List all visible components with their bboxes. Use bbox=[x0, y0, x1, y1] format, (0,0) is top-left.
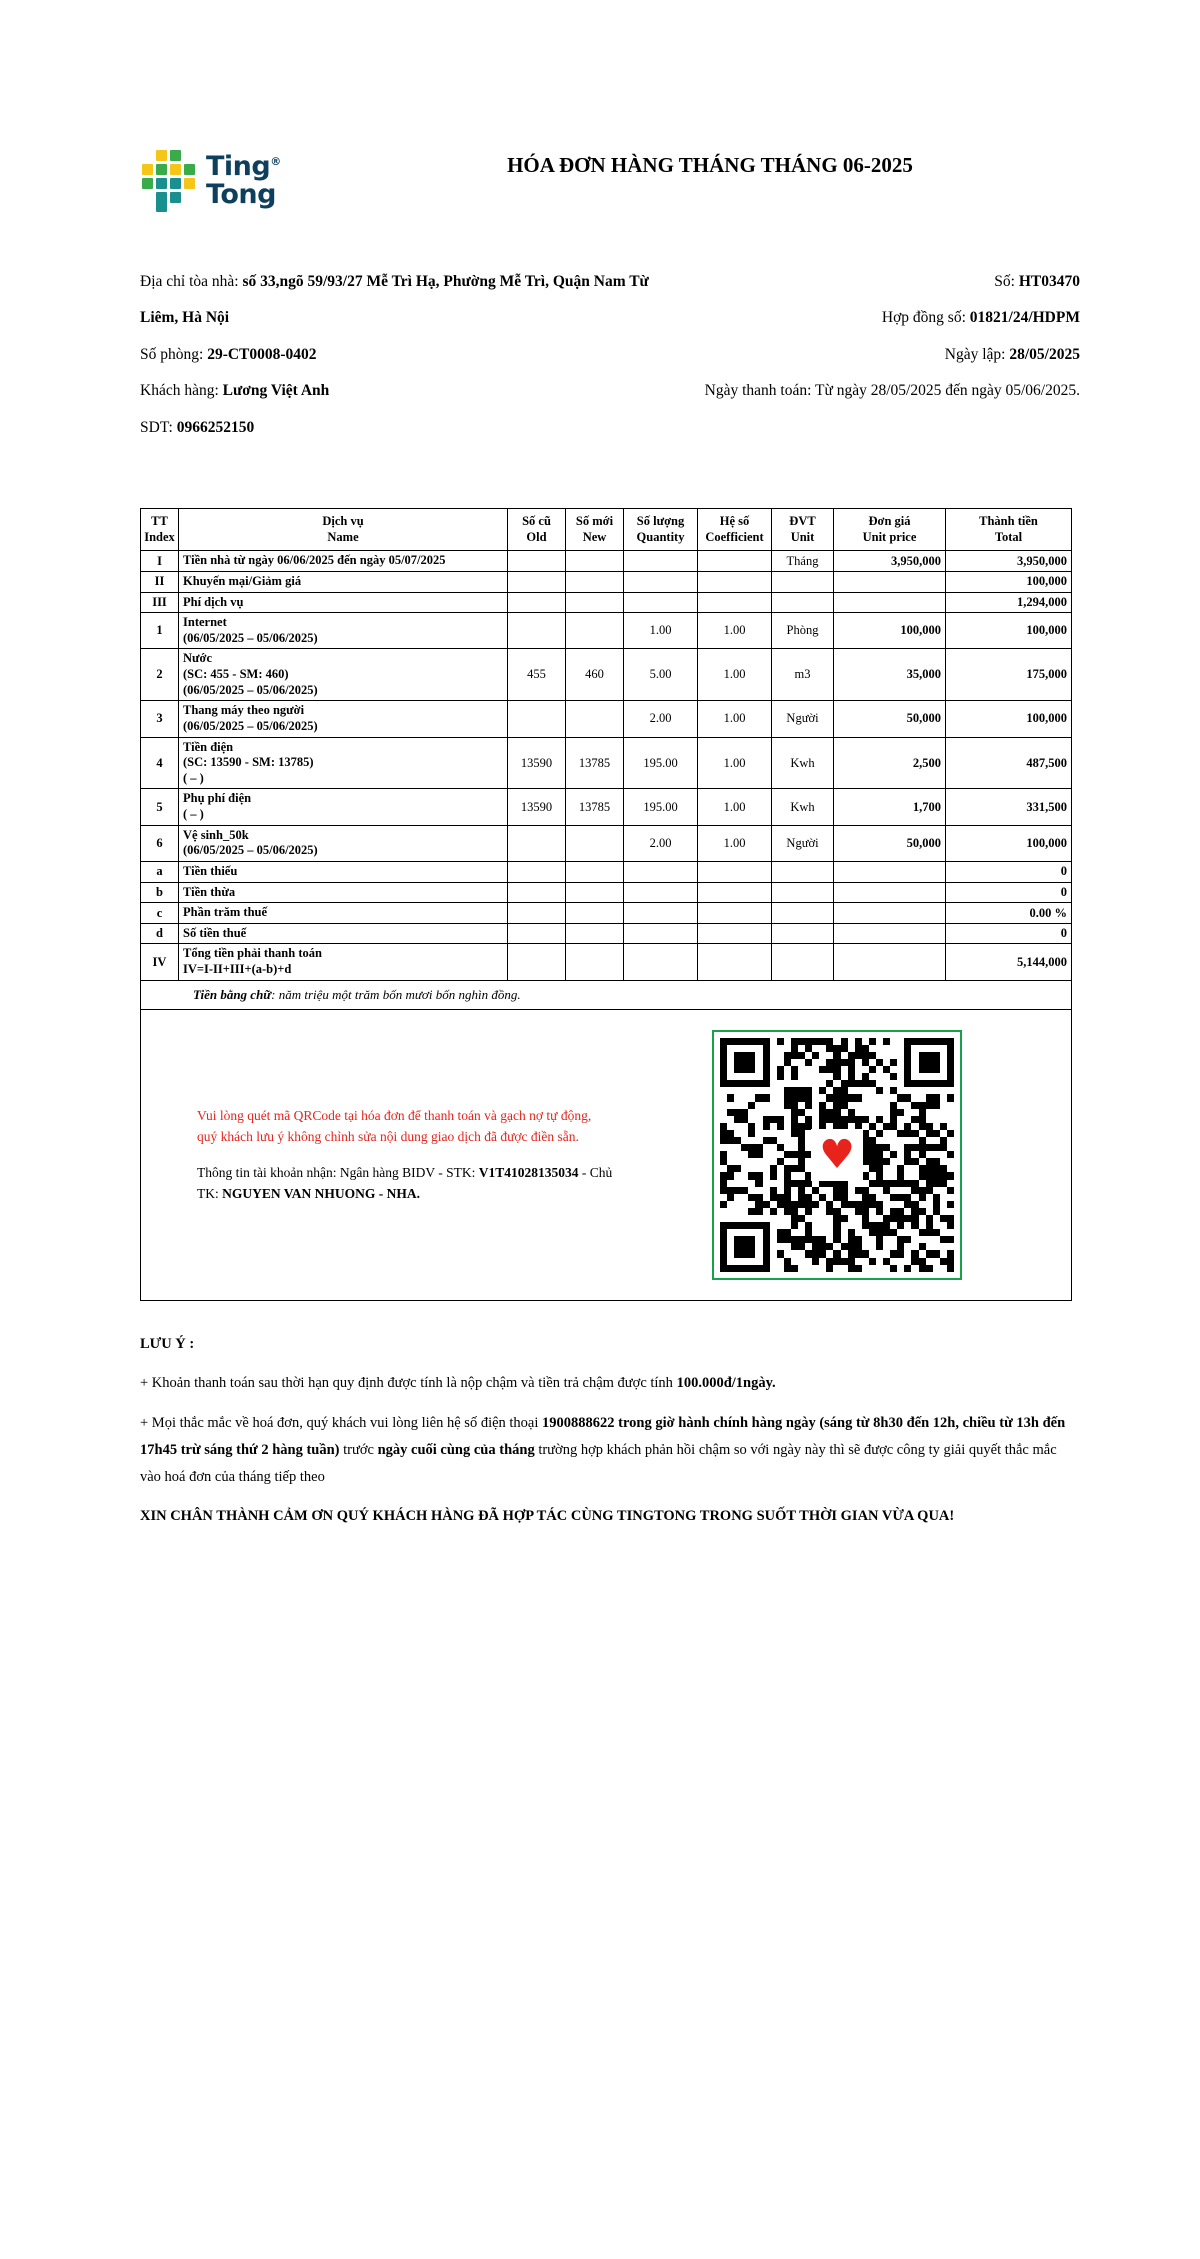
row-service-name: Internet (06/05/2025 – 05/06/2025) bbox=[179, 613, 508, 649]
row-unit-price bbox=[834, 861, 946, 882]
note-late-payment-text: + Khoản thanh toán sau thời hạn quy định được tính là nộp chậm và tiền trả chậm được tính bbox=[140, 1374, 673, 1391]
meta-value: 01821/24/HDPM bbox=[969, 309, 1080, 327]
meta-phone bbox=[140, 410, 666, 446]
bank-account-number: V1T41028135034 bbox=[478, 1164, 579, 1180]
row-total: 0 bbox=[946, 861, 1072, 882]
col-coefficient-top: Hệ số bbox=[719, 514, 750, 529]
row-coefficient: 1.00 bbox=[698, 789, 772, 825]
row-unit: Người bbox=[772, 701, 834, 737]
row-old-reading bbox=[508, 613, 566, 649]
row-old-reading bbox=[508, 903, 566, 924]
row-unit: m3 bbox=[772, 649, 834, 701]
table-header-row bbox=[141, 509, 1072, 551]
meta-invoice-number bbox=[666, 264, 1080, 300]
row-index: 3 bbox=[141, 701, 179, 737]
qr-instructions bbox=[145, 1097, 637, 1213]
row-service-name: Số tiền thuế bbox=[179, 923, 508, 944]
row-unit-price bbox=[834, 923, 946, 944]
row-unit: Phòng bbox=[772, 613, 834, 649]
col-index-bottom: Index bbox=[144, 529, 175, 544]
note-support-e: trường hợp khách phản hồi chậm so với ngày này thì sẽ được công ty giải quyết thắc mắc vào hoá đơn của tháng tiếp theo bbox=[140, 1442, 1057, 1485]
meta-customer-name bbox=[140, 373, 666, 409]
col-old-bottom: Old bbox=[526, 529, 547, 544]
brand-wordmark bbox=[206, 150, 281, 210]
row-old-reading bbox=[508, 592, 566, 613]
col-new-top: Số mới bbox=[575, 514, 614, 529]
row-service-name: Phụ phí điện ( – ) bbox=[179, 789, 508, 825]
amount-in-words-row bbox=[141, 980, 1072, 1009]
row-service-name: Tiền nhà từ ngày 06/06/2025 đến ngày 05/07/2025 bbox=[179, 551, 508, 572]
row-total: 331,500 bbox=[946, 789, 1072, 825]
row-index: 4 bbox=[141, 737, 179, 789]
invoice-table-wrap bbox=[0, 446, 1200, 1301]
meta-value: Từ ngày 28/05/2025 đến ngày 05/06/2025. bbox=[815, 382, 1080, 400]
table-row bbox=[141, 825, 1072, 861]
meta-value: 29-CT0008-0402 bbox=[207, 345, 317, 363]
row-coefficient bbox=[698, 592, 772, 613]
thank-you-message: XIN CHÂN THÀNH CẢM ƠN QUÝ KHÁCH HÀNG ĐÃ HỢP TÁC CÙNG TINGTONG TRONG SUỐT THỜI GIAN VỪA QUA! bbox=[140, 1507, 955, 1524]
meta-label: Ngày thanh toán: bbox=[704, 382, 812, 400]
meta-value: Lương Việt Anh bbox=[222, 382, 330, 400]
meta-value: 28/05/2025 bbox=[1009, 345, 1080, 363]
row-new-reading bbox=[566, 903, 624, 924]
row-total: 0 bbox=[946, 882, 1072, 903]
row-unit-price: 50,000 bbox=[834, 701, 946, 737]
row-new-reading: 13785 bbox=[566, 789, 624, 825]
row-new-reading bbox=[566, 701, 624, 737]
col-name-top: Dịch vụ bbox=[322, 514, 364, 529]
row-quantity: 195.00 bbox=[624, 789, 698, 825]
row-quantity bbox=[624, 882, 698, 903]
meta-value: số 33,ngõ 59/93/27 Mễ Trì Hạ, Phường Mễ Trì, Quận Nam Từ Liêm, Hà Nội bbox=[140, 273, 649, 327]
qr-panel-cell bbox=[141, 1009, 1072, 1300]
row-index: 2 bbox=[141, 649, 179, 701]
table-row bbox=[141, 944, 1072, 980]
invoice-meta bbox=[0, 212, 1200, 446]
row-service-name: Tiền thừa bbox=[179, 882, 508, 903]
row-coefficient bbox=[698, 882, 772, 903]
row-total: 1,294,000 bbox=[946, 592, 1072, 613]
table-row bbox=[141, 923, 1072, 944]
col-unit-bottom: Unit bbox=[790, 529, 815, 544]
row-total: 487,500 bbox=[946, 737, 1072, 789]
row-quantity bbox=[624, 571, 698, 592]
row-index: I bbox=[141, 551, 179, 572]
row-new-reading bbox=[566, 613, 624, 649]
row-new-reading bbox=[566, 861, 624, 882]
col-old-top: Số cũ bbox=[522, 514, 551, 529]
row-quantity bbox=[624, 944, 698, 980]
bank-account-info bbox=[197, 1162, 613, 1205]
row-total: 5,144,000 bbox=[946, 944, 1072, 980]
note-late-payment-fee: 100.000đ/1ngày. bbox=[676, 1374, 776, 1391]
qr-notice-text: Vui lòng quét mã QRCode tại hóa đơn để thanh toán và gạch nợ tự động, quý khách lưu ý không chỉnh sửa nội dung giao dịch đã được điền sẵn. bbox=[197, 1107, 592, 1145]
meta-left-column bbox=[140, 264, 666, 446]
col-unit bbox=[772, 509, 834, 551]
meta-value: HT03470 bbox=[1018, 273, 1080, 290]
row-unit-price: 50,000 bbox=[834, 825, 946, 861]
tingtong-logo-icon bbox=[140, 150, 196, 212]
row-old-reading bbox=[508, 882, 566, 903]
row-coefficient bbox=[698, 944, 772, 980]
table-row bbox=[141, 701, 1072, 737]
meta-room-number bbox=[140, 337, 666, 373]
qr-code-box[interactable] bbox=[637, 1022, 1067, 1288]
row-service-name: Tổng tiền phải thanh toán IV=I-II+III+(a-b)+d bbox=[179, 944, 508, 980]
table-row bbox=[141, 737, 1072, 789]
row-quantity: 195.00 bbox=[624, 737, 698, 789]
table-row bbox=[141, 861, 1072, 882]
note-support-deadline: ngày cuối cùng của tháng bbox=[377, 1442, 535, 1459]
row-new-reading: 13785 bbox=[566, 737, 624, 789]
meta-payment-window bbox=[666, 373, 1080, 409]
row-index: b bbox=[141, 882, 179, 903]
col-unit-price-top: Đơn giá bbox=[868, 514, 911, 529]
table-row bbox=[141, 903, 1072, 924]
invoice-table bbox=[140, 508, 1072, 1301]
qr-code-frame[interactable] bbox=[712, 1030, 962, 1280]
amount-in-words-label: Tiền bằng chữ bbox=[193, 986, 272, 1002]
row-old-reading bbox=[508, 825, 566, 861]
row-unit bbox=[772, 923, 834, 944]
table-row bbox=[141, 649, 1072, 701]
col-unit-price bbox=[834, 509, 946, 551]
table-footer-body bbox=[141, 980, 1072, 1300]
qr-panel-row bbox=[141, 1009, 1072, 1300]
row-new-reading bbox=[566, 944, 624, 980]
row-new-reading bbox=[566, 592, 624, 613]
row-old-reading: 455 bbox=[508, 649, 566, 701]
row-new-reading: 460 bbox=[566, 649, 624, 701]
row-service-name: Tiền thiếu bbox=[179, 861, 508, 882]
row-service-name: Tiền điện (SC: 13590 - SM: 13785) ( – ) bbox=[179, 737, 508, 789]
page-title: HÓA ĐƠN HÀNG THÁNG THÁNG 06-2025 bbox=[507, 153, 913, 177]
row-new-reading bbox=[566, 882, 624, 903]
meta-right-column bbox=[666, 264, 1080, 446]
meta-contract-number bbox=[666, 300, 1080, 336]
row-index: 6 bbox=[141, 825, 179, 861]
row-index: IV bbox=[141, 944, 179, 980]
row-coefficient bbox=[698, 923, 772, 944]
row-service-name: Phần trăm thuế bbox=[179, 903, 508, 924]
row-total: 175,000 bbox=[946, 649, 1072, 701]
row-coefficient: 1.00 bbox=[698, 613, 772, 649]
table-row bbox=[141, 613, 1072, 649]
row-unit-price: 35,000 bbox=[834, 649, 946, 701]
meta-building-address bbox=[140, 264, 666, 337]
row-new-reading bbox=[566, 825, 624, 861]
row-old-reading bbox=[508, 571, 566, 592]
col-name bbox=[179, 509, 508, 551]
invoice-header bbox=[0, 0, 1200, 212]
row-quantity bbox=[624, 551, 698, 572]
table-body bbox=[141, 551, 1072, 980]
row-service-name: Vệ sinh_50k (06/05/2025 – 05/06/2025) bbox=[179, 825, 508, 861]
row-unit bbox=[772, 882, 834, 903]
col-new bbox=[566, 509, 624, 551]
row-index: III bbox=[141, 592, 179, 613]
note-late-payment bbox=[140, 1370, 1080, 1397]
row-old-reading: 13590 bbox=[508, 737, 566, 789]
row-unit-price bbox=[834, 903, 946, 924]
note-support bbox=[140, 1410, 1080, 1490]
row-quantity: 1.00 bbox=[624, 613, 698, 649]
row-unit: Kwh bbox=[772, 737, 834, 789]
row-total: 0.00 % bbox=[946, 903, 1072, 924]
row-service-name: Phí dịch vụ bbox=[179, 592, 508, 613]
row-old-reading bbox=[508, 551, 566, 572]
row-total: 100,000 bbox=[946, 571, 1072, 592]
row-unit bbox=[772, 903, 834, 924]
col-unit-price-bottom: Unit price bbox=[862, 529, 917, 544]
row-index: II bbox=[141, 571, 179, 592]
meta-issue-date bbox=[666, 337, 1080, 373]
row-index: d bbox=[141, 923, 179, 944]
bank-owner-prefix: - Chủ TK: bbox=[197, 1164, 613, 1202]
col-index-top: TT bbox=[151, 514, 168, 529]
col-total-top: Thành tiền bbox=[979, 514, 1038, 529]
row-total: 100,000 bbox=[946, 701, 1072, 737]
row-unit: Kwh bbox=[772, 789, 834, 825]
col-name-bottom: Name bbox=[327, 529, 359, 544]
row-total: 100,000 bbox=[946, 613, 1072, 649]
footer-notes bbox=[0, 1301, 1200, 1528]
row-old-reading bbox=[508, 861, 566, 882]
table-row bbox=[141, 789, 1072, 825]
bank-account-prefix: Thông tin tài khoản nhận: Ngân hàng BIDV - STK: bbox=[197, 1164, 476, 1180]
col-coefficient bbox=[698, 509, 772, 551]
table-row bbox=[141, 592, 1072, 613]
row-unit-price: 2,500 bbox=[834, 737, 946, 789]
row-service-name: Thang máy theo người (06/05/2025 – 05/06/2025) bbox=[179, 701, 508, 737]
row-coefficient: 1.00 bbox=[698, 649, 772, 701]
row-unit bbox=[772, 944, 834, 980]
qr-panel bbox=[145, 1012, 1067, 1298]
row-coefficient bbox=[698, 861, 772, 882]
brand-logo bbox=[140, 150, 320, 212]
amount-in-words-value: năm triệu một trăm bốn mươi bốn nghìn đồng. bbox=[278, 986, 521, 1002]
row-unit bbox=[772, 861, 834, 882]
row-quantity: 2.00 bbox=[624, 701, 698, 737]
table-row bbox=[141, 571, 1072, 592]
amount-in-words-cell: Tiền bằng chữ: năm triệu một trăm bốn mươi bốn nghìn đồng. bbox=[141, 980, 1072, 1009]
notes-title: LƯU Ý : bbox=[140, 1335, 195, 1352]
row-old-reading: 13590 bbox=[508, 789, 566, 825]
bank-account-owner: NGUYEN VAN NHUONG - NHA. bbox=[222, 1186, 421, 1202]
row-service-name: Khuyến mại/Giảm giá bbox=[179, 571, 508, 592]
row-coefficient bbox=[698, 571, 772, 592]
row-index: a bbox=[141, 861, 179, 882]
row-total: 100,000 bbox=[946, 825, 1072, 861]
row-unit-price: 3,950,000 bbox=[834, 551, 946, 572]
note-support-hotline: 1900888622 trong giờ hành chính hàng ngày (sáng từ 8h30 đến 12h, chiều từ 13h đến 17h45 trừ sáng thứ 2 hàng tuần) bbox=[140, 1415, 1066, 1459]
col-quantity-top: Số lượng bbox=[636, 514, 685, 529]
table-row bbox=[141, 551, 1072, 572]
row-unit-price bbox=[834, 592, 946, 613]
row-old-reading bbox=[508, 944, 566, 980]
row-unit bbox=[772, 571, 834, 592]
table-head bbox=[141, 509, 1072, 551]
row-quantity: 2.00 bbox=[624, 825, 698, 861]
row-quantity bbox=[624, 861, 698, 882]
col-total-bottom: Total bbox=[994, 529, 1023, 544]
row-unit-price bbox=[834, 882, 946, 903]
col-quantity-bottom: Quantity bbox=[636, 529, 685, 544]
heart-icon: ♥ bbox=[811, 1129, 863, 1181]
row-coefficient bbox=[698, 903, 772, 924]
brand-name-line1: Ting bbox=[206, 150, 271, 182]
row-total: 0 bbox=[946, 923, 1072, 944]
row-index: c bbox=[141, 903, 179, 924]
row-new-reading bbox=[566, 571, 624, 592]
row-quantity: 5.00 bbox=[624, 649, 698, 701]
meta-label: Hợp đồng số: bbox=[881, 309, 966, 327]
row-coefficient bbox=[698, 551, 772, 572]
col-old bbox=[508, 509, 566, 551]
meta-label: Địa chỉ tòa nhà: bbox=[140, 273, 239, 290]
meta-label: Khách hàng: bbox=[140, 382, 219, 400]
row-coefficient: 1.00 bbox=[698, 701, 772, 737]
row-new-reading bbox=[566, 551, 624, 572]
note-support-c: trước bbox=[343, 1442, 374, 1459]
row-coefficient: 1.00 bbox=[698, 737, 772, 789]
col-index bbox=[141, 509, 179, 551]
col-quantity bbox=[624, 509, 698, 551]
note-support-a: + Mọi thắc mắc về hoá đơn, quý khách vui lòng liên hệ số điện thoại bbox=[140, 1415, 539, 1432]
meta-label: Số phòng: bbox=[140, 345, 204, 363]
meta-value: 0966252150 bbox=[176, 418, 255, 436]
col-coefficient-bottom: Coefficient bbox=[705, 529, 764, 544]
row-index: 1 bbox=[141, 613, 179, 649]
row-old-reading bbox=[508, 923, 566, 944]
meta-label: Số: bbox=[994, 273, 1015, 290]
row-new-reading bbox=[566, 923, 624, 944]
col-unit-top: ĐVT bbox=[789, 514, 816, 529]
row-unit-price bbox=[834, 944, 946, 980]
row-service-name: Nước (SC: 455 - SM: 460) (06/05/2025 – 05/06/2025) bbox=[179, 649, 508, 701]
row-quantity bbox=[624, 923, 698, 944]
row-quantity bbox=[624, 903, 698, 924]
table-row bbox=[141, 882, 1072, 903]
row-quantity bbox=[624, 592, 698, 613]
row-total: 3,950,000 bbox=[946, 551, 1072, 572]
row-unit-price: 100,000 bbox=[834, 613, 946, 649]
row-index: 5 bbox=[141, 789, 179, 825]
row-unit-price bbox=[834, 571, 946, 592]
meta-label: Ngày lập: bbox=[944, 345, 1006, 363]
brand-registered-mark: ® bbox=[270, 154, 281, 168]
brand-name-line2: Tong bbox=[206, 179, 276, 210]
row-unit-price: 1,700 bbox=[834, 789, 946, 825]
col-new-bottom: New bbox=[582, 529, 607, 544]
row-coefficient: 1.00 bbox=[698, 825, 772, 861]
col-total bbox=[946, 509, 1072, 551]
row-unit: Người bbox=[772, 825, 834, 861]
row-unit: Tháng bbox=[772, 551, 834, 572]
meta-label: SDT: bbox=[140, 418, 173, 436]
row-unit bbox=[772, 592, 834, 613]
row-old-reading bbox=[508, 701, 566, 737]
